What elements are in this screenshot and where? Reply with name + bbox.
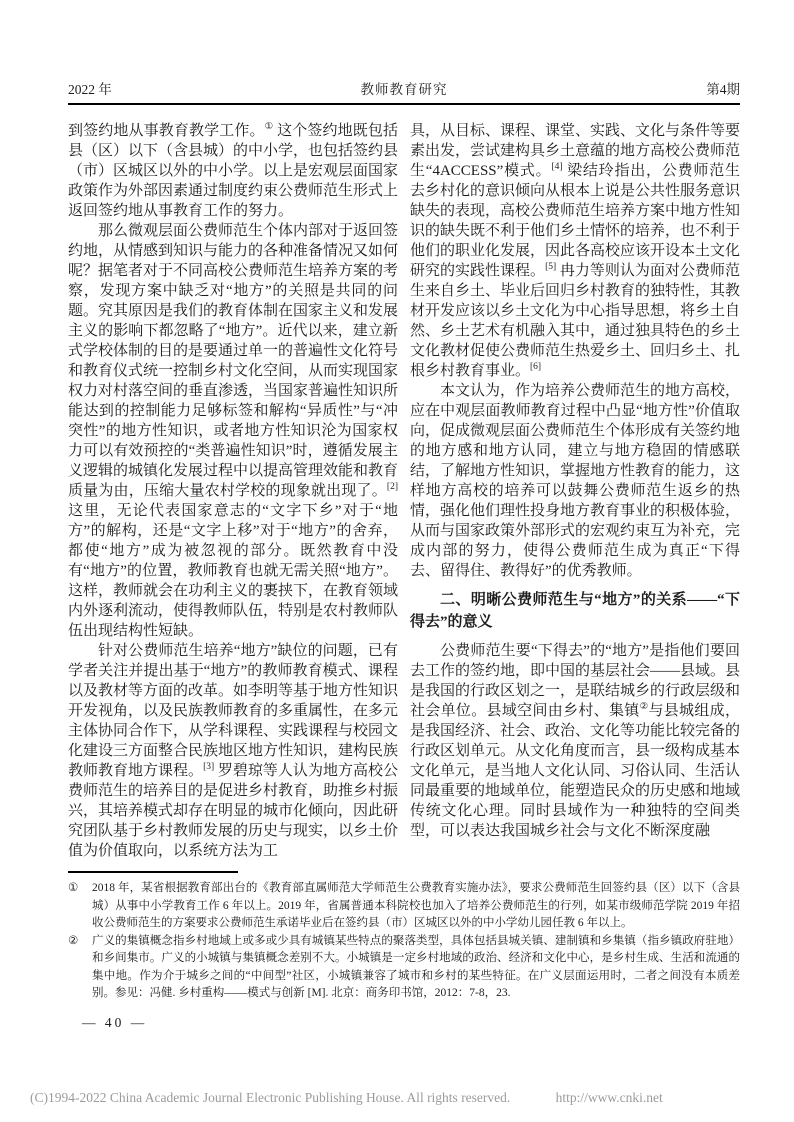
footnote-rule — [68, 871, 238, 873]
footnote-marker: ① — [68, 882, 79, 894]
left-column — [68, 121, 398, 861]
section-heading: 二、明晰公费师范生与“地方”的关系——“下得去”的意义 — [410, 592, 740, 630]
right-column — [410, 121, 740, 861]
footnote-text: 广义的集镇概念指乡村地域上或多或少具有城镇某些特点的聚落类型，具体包括县城关镇、建制镇和乡集镇（指乡镇政府驻地）和乡间集市。广义的小城镇与集镇概念差别不大。小城镇是一定乡村地域的政治、经济和文化中心，是乡村生成、生活和流通的集中地。作为介于城乡之间的“中间型”社区，小城镇兼容了城市和乡村的某些特征。在广义层面运用时，二者之间没有本质差别。参见：冯健. 乡村重构——模式与创新 [M]. 北京：商务印书馆，2012：7-8，23. — [92, 934, 740, 999]
body-paragraph: 本文认为，作为培养公费师范生的地方高校，应在中观层面教师教育过程中凸显“地方性”价值取向，促成微观层面公费师范生个体形成有关签约地的地方感和地方认同，建立与地方稳固的情感联结，了解地方性知识，掌握地方性教育的能力，这样地方高校的培养可以鼓舞公费师范生返乡的热情，强化他们理性投身地方教育事业的积极体验，从而与国家政策外部形式的宏观约束互为补充，完成内部的努力，使得公费师范生成为真正“下得去、留得住、教得好”的优秀教师。 — [410, 383, 741, 579]
footnote-text: 2018 年，某省根据教育部出台的《教育部直属师范大学师范生公费教育实施办法》，要求公费师范生回签约县（区）以下（含县城）从事中小学教育工作 6 年以上。2019 年，省属普通本科院校也加入了培养公费师范生的行列，如某市级师范学院 2019 年招收公费师范生的方案要求公费师范生承诺毕业后在签约县（市）区城区以外的中小学幼儿园任教 6 年以上。 — [92, 882, 740, 929]
header-journal-title: 教师教育研究 — [360, 82, 448, 97]
header-issue: 第4期 — [706, 82, 740, 97]
body-paragraph: 具，从目标、课程、课堂、实践、文化与条件等要素出发，尝试建构具乡土意蕴的地方高校公费师范生“4ACCESS”模式。[4] 梁结玲指出，公费师范生去乡村化的意识倾向从根本上说是公共性服务意识缺失的表现，高校公费师范生培养方案中地方性知识的缺失既不利于他们乡土情怀的培养，也不利于他们的职业化发展，因此各高校应该开设本土文化研究的实践性课程。[5] 冉力等则认为面对公费师范生来自乡土、毕业后回归乡村教育的独特性，其教材开发应该以乡土文化为中心指导思想，将乡土自然、乡土艺术有机融入其中，通过独具特色的乡土文化教材促使公费师范生热爱乡土、回归乡土、扎根乡村教育事业。[6] — [410, 123, 741, 379]
body-paragraph: 公费师范生要“下得去”的“地方”是指他们要回去工作的签约地，即中国的基层社会——县域。县是我国的行政区划之一，是联结城乡的行政层级和社会单位。县域空间由乡村、集镇②与县城组成，是我国经济、社会、政治、文化等功能比较完备的行政区划单元。从文化角度而言，县一级构成基本文化单元，是当地人文化认同、习俗认同、生活认同最重要的地域单位，能塑造民众的历史感和地域传统文化心理。同时县域作为一种独特的空间类型，可以表达我国城乡社会与文化不断深度融 — [410, 643, 741, 839]
footnote — [68, 880, 740, 933]
body-paragraph: 那么微观层面公费师范生个体内部对于返回签约地，从情感到知识与能力的各种准备情况又如何呢？据笔者对于不同高校公费师范生培养方案的考察，发现方案中缺乏对“地方”的关照是共同的问题。究其原因是我们的教育体制在国家主义和发展主义的影响下都忽略了“地方”。近代以来，建立新式学校体制的目的是要通过单一的普遍性文化符号和教育仪式统一控制乡村文化空间，从而实现国家权力对村落空间的垂直渗透，当国家普遍性知识所能达到的控制能力足够标签和解构“异质性”与“冲突性”的地方性知识，或者地方性知识沦为国家权力可以有效预控的“类普遍性知识”时，遵循发展主义逻辑的城镇化发展过程中以提高管理效能和教育质量为由，压缩大量农村学校的现象就出现了。[2] 这里，无论代表国家意志的“文字下乡”对于“地方”的解构，还是“文字上移”对于“地方”的舍弃，都使“地方”成为被忽视的部分。既然教育中没有“地方”的位置，教师教育也就无需关照“地方”。这样，教师就会在功利主义的裹挟下，在教育领域内外逐利流动，使得教师队伍，特别是农村教师队伍出现结构性短缺。 — [68, 223, 399, 639]
footer-url: http://www.cnki.net — [555, 1090, 663, 1105]
page-number: — 40 — — [82, 1014, 148, 1030]
footer-copyright: (C)1994-2022 China Academic Journal Electronic Publishing House. All rights reserved. — [30, 1090, 511, 1105]
cnki-footer — [30, 1090, 663, 1106]
footnotes — [68, 880, 740, 1003]
journal-header — [68, 78, 740, 105]
header-year: 2022 年 — [68, 82, 112, 97]
body-paragraph: 到签约地从事教育教学工作。① 这个签约地既包括县（区）以下（含县城）的中小学，也包括签约县（市）区城区以外的中小学。以上是宏观层面国家政策作为外部因素通过制度约束公费师范生形式上返回签约地从事教育工作的努力。 — [68, 122, 399, 219]
article-body — [68, 121, 740, 861]
footnote-marker: ② — [68, 934, 79, 947]
footnote — [68, 933, 740, 1003]
body-paragraph: 针对公费师范生培养“地方”缺位的问题，已有学者关注并提出基于“地方”的教师教育模式、课程以及教材等方面的改革。如李明等基于地方性知识开发视角，以及民族教师教育的多重属性，在多元主体协同合作下，从学科课程、实践课程与校园文化建设三方面整合民族地区地方性知识，建构民族教师教育地方课程。[3] 罗碧琼等人认为地方高校公费师范生的培养目的是促进乡村教育，助推乡村振兴，其培养模式却存在明显的城市化倾向，因此研究团队基于乡村教师发展的历史与现实，以乡土价值为价值取向，以系统方法为工 — [68, 643, 399, 859]
